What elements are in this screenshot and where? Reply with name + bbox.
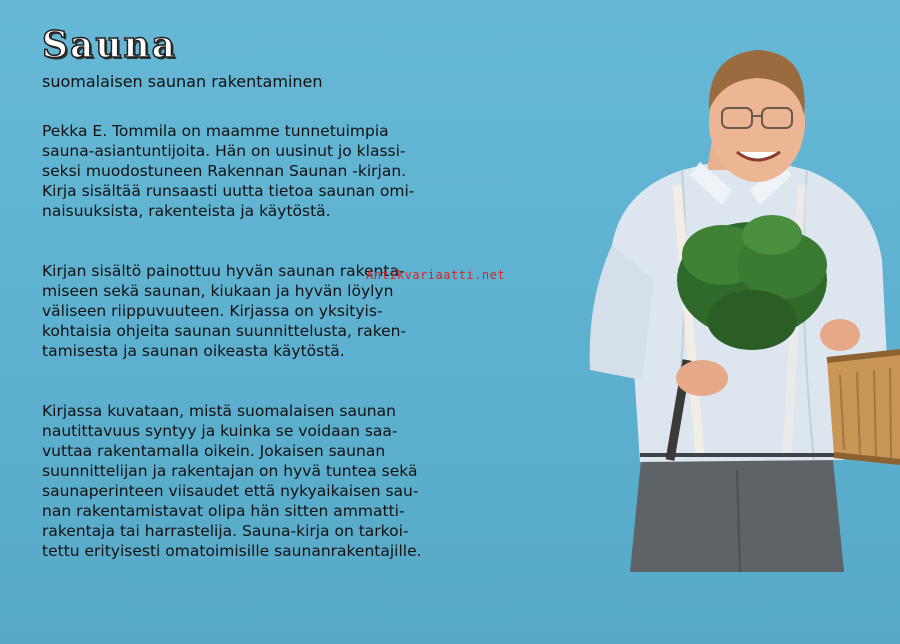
description-paragraph-1: Pekka E. Tommila on maamme tunnetuimpia sauna-asiantuntijoita. Hän on uusinut jo klassi- seksi muodostuneen Rakennan Saunan -kirjan. Kirja sisältää runsaasti uutta tietoa saunan omi- naisuuksista, rakenteista ja käytöstä. — [42, 122, 415, 220]
description-paragraph-3: Kirjassa kuvataan, mistä suomalaisen saunan nautittavuus syntyy ja kuinka se voidaan saa- vuttaa rakentamalla oikein. Jokaisen saunan suunnittelijan ja rakentajan on hyvä tuntea sekä saunaperinteen viisaudet että nykyaikaisen sau- nan rakentamistavat olipa hän sitten ammatti- rakentaja tai harrastelija. Sauna-kirja on tarkoi- tettu erityisesti omatoimisille saunanrakentajille. — [42, 402, 422, 560]
book-title: Sauna — [42, 24, 177, 66]
author-illustration — [582, 30, 900, 572]
watermark-text: Antikvariaatti.net — [366, 268, 506, 282]
book-subtitle: suomalaisen saunan rakentaminen — [42, 72, 323, 91]
author-photo — [582, 30, 900, 572]
description-paragraph-2: Kirjan sisältö painottuu hyvän saunan rakenta- miseen sekä saunan, kiukaan ja hyvän löylyn väliseen riippuvuuteen. Kirjassa on yksityis- kohtaisia ohjeita saunan suunnittelusta, raken- tamisesta ja saunan oikeasta käytöstä. — [42, 262, 407, 360]
